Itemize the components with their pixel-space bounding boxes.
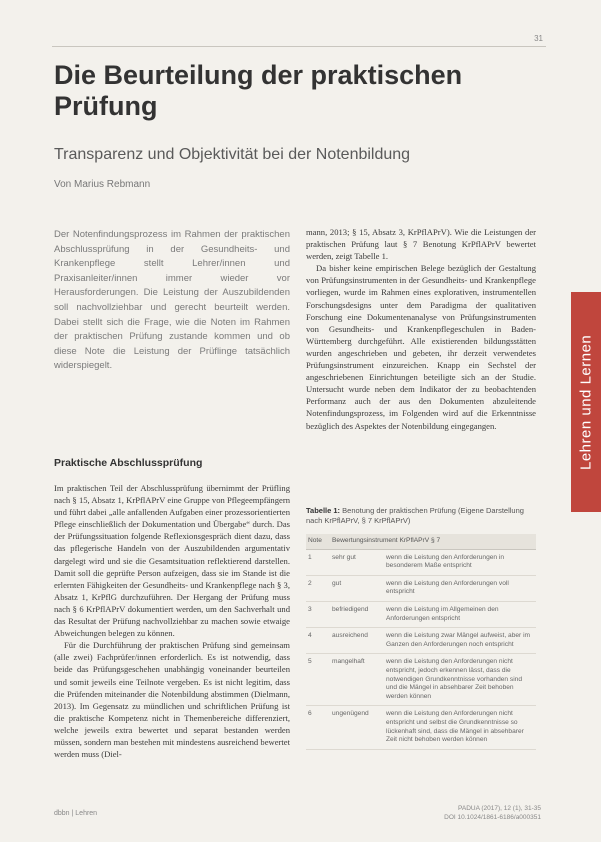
table-cell-grade: ungenügend: [330, 706, 384, 749]
table-cell-num: 2: [306, 575, 330, 601]
body-paragraph: Da bisher keine empirischen Belege bezüglich der Gestaltung von Prüfungsinstrumenten in der Gesundheits- und Krankenpflege vorliegen, wurde im Rahmen eines explorativen, instrumentellen Forschungsdesigns unter dem Paradigma der qualitativen Forschung eine Dokumentenanalyse von Prüfungsinstrumenten von Gesundheits- und Krankenpflegeschulen in Baden-Württemberg durchgeführt. Alle existierenden bildungsstätten wurden angeschrieben und gebeten, ihr derzeit verwendetes Prüfungsinstrument einzureichen. Knapp ein Sechstel der angeschriebenen Einrichtungen beteiligte sich an der Studie. Untersucht wurde neben dem Indikator der zu beobachtenden Performanz auch der aus den Dokumenten abzuleitende Notenfindungsprozess, im Folgenden wird auf die Erkenntnisse bezüglich des Aspektes der Notenbildung eingegangen.: [306, 263, 536, 431]
table-cell-desc: wenn die Leistung zwar Mängel aufweist, aber im Ganzen den Anforderungen noch entspricht: [384, 628, 536, 654]
footer-left: dbbn | Lehren: [54, 810, 98, 817]
grading-table: [306, 534, 536, 750]
table-cell-grade: befriedigend: [330, 601, 384, 627]
table-header-text: Bewertungsinstrument: [332, 537, 398, 544]
table-cell-desc: wenn die Leistung den Anforderungen voll entspricht: [384, 575, 536, 601]
section-heading: Praktische Abschlussprüfung: [54, 457, 203, 469]
article-title: Die Beurteilung der praktischen Prüfung: [54, 60, 463, 121]
table-cell-grade: mangelhaft: [330, 654, 384, 706]
table-cell-desc: wenn die Leistung den Anforderungen nicht entspricht und selbst die Grundkenntnisse so lückenhaft sind, dass die Mängel in absehbarer Zeit nicht behoben werden können: [384, 706, 536, 749]
table-row: [306, 575, 536, 601]
footer-citation: PADUA (2017), 12 (1), 31-35: [458, 805, 541, 812]
table-row: [306, 706, 536, 749]
article-author: Von Marius Rebmann: [54, 179, 151, 190]
body-paragraph: Im praktischen Teil der Abschlussprüfung übernimmt der Prüfling nach § 15, Absatz 1, KrPflAPrV eine Gruppe von Pflegeempfängern und führt dabei „alle anfallenden Aufgaben einer prozessorientierten Pflege einschließlich der Dokumentation und Übergabe“ durch. Das der Prüfungssituation folgende Reflexionsgespräch dient dazu, dass das pflegerische Handeln von der Auszubildenden argumentativ dargelegt wird und sie die Gesamtsituation reflektierend darstellen. Damit soll die geprüfte Person aufzeigen, dass sie im Stande ist die erlernten Fähigkeiten der Gesundheits- und Krankenpflege nach § 3, Absatz 1, KrPflG durchzuführen. Der Hergang der Prüfung muss nach § 6 KrPflAPrV dokumentiert werden, um den Sachverhalt und das Resultat der Prüfung nachvollziehbar zu machen sowie etwaige Abweichungen belegen zu können.: [54, 483, 290, 639]
table-row: [306, 654, 536, 706]
table-cell-num: 1: [306, 549, 330, 575]
table-header-cell: [330, 534, 536, 549]
table-header-text: KrPflAPrV § 7: [399, 537, 441, 544]
table-caption: [306, 506, 536, 526]
table-cell-desc: wenn die Leistung im Allgemeinen den Anforderungen entspricht: [384, 601, 536, 627]
body-column-right: [306, 226, 536, 432]
table-cell-num: 6: [306, 706, 330, 749]
body-paragraph: mann, 2013; § 15, Absatz 3, KrPflAPrV). Wie die Leistungen der praktischen Prüfung laut § 7 Benotung KrPflAPrV bewertet werden, zeigt Tabelle 1.: [306, 227, 536, 262]
table-cell-grade: gut: [330, 575, 384, 601]
table-cell-desc: wenn die Leistung den Anforderungen in besonderem Maße entspricht: [384, 549, 536, 575]
table-caption-text: Benotung der praktischen Prüfung (Eigene Darstellung nach KrPflAPrV, § 7 KrPflAPrV): [306, 506, 524, 525]
table-row: [306, 628, 536, 654]
table-cell-num: 3: [306, 601, 330, 627]
intro-paragraph: Der Notenfindungsprozess im Rahmen der praktischen Abschlussprüfung in der Gesundheits- und Krankenpflege stellt Lehrer/innen und Praxisanleiter/innen immer wieder vor Herausforderungen. Die Leistung der Auszubildenden soll nachvollziehbar und gerecht beurteilt werden. Dabei stellt sich die Frage, wie die Noten im Rahmen der praktischen Prüfung zustande kommen und ob diese Note die Leistung der Prüflinge tatsächlich widerspiegelt.: [54, 229, 290, 372]
table-row: [306, 549, 536, 575]
table-caption-label: Tabelle 1:: [306, 506, 341, 515]
article-subtitle: Transparenz und Objektivität bei der Notenbildung: [54, 146, 411, 163]
header-rule: [52, 46, 546, 47]
section-side-tab: [571, 292, 601, 512]
page-number: 31: [534, 34, 543, 43]
table-header-row: [306, 534, 536, 549]
table-cell-grade: ausreichend: [330, 628, 384, 654]
table-cell-grade: sehr gut: [330, 549, 384, 575]
table-cell-desc: wenn die Leistung den Anforderungen nicht entspricht, jedoch erkennen lässt, dass die notwendigen Grundkenntnisse vorhanden sind und die Mängel in absehbarer Zeit behoben werden können: [384, 654, 536, 706]
footer-right: [444, 804, 541, 822]
table-cell-num: 5: [306, 654, 330, 706]
table-row: [306, 601, 536, 627]
table-cell-num: 4: [306, 628, 330, 654]
table-header-cell: Note: [306, 534, 330, 549]
body-paragraph: Für die Durchführung der praktischen Prüfung sind gemeinsam (alle zwei) Fachprüfer/innen erforderlich. Es ist notwendig, dass beide das Prüfungsgeschehen unabhängig voneinander beurteilen und somit jeweils eine Teilnote vergeben. Es ist nicht legitim, dass die Prüfenden miteinander die Notenbildung abstimmen (Dielmann, 2013). Im Gegensatz zu mündlichen und schriftlichen Prüfung ist die praktische Kompetenz nicht in Themenbereiche differenziert, welche jeweils extra bewertet und separat bestanden werden müssen, sondern man bestehen mit mindestens ausreichend bewertet werden muss (Diel-: [54, 640, 290, 760]
footer-doi: DOI 10.1024/1861-6186/a000351: [444, 814, 541, 821]
side-tab-label: Lehren und Lernen: [577, 334, 595, 470]
body-column-left: [54, 482, 290, 760]
